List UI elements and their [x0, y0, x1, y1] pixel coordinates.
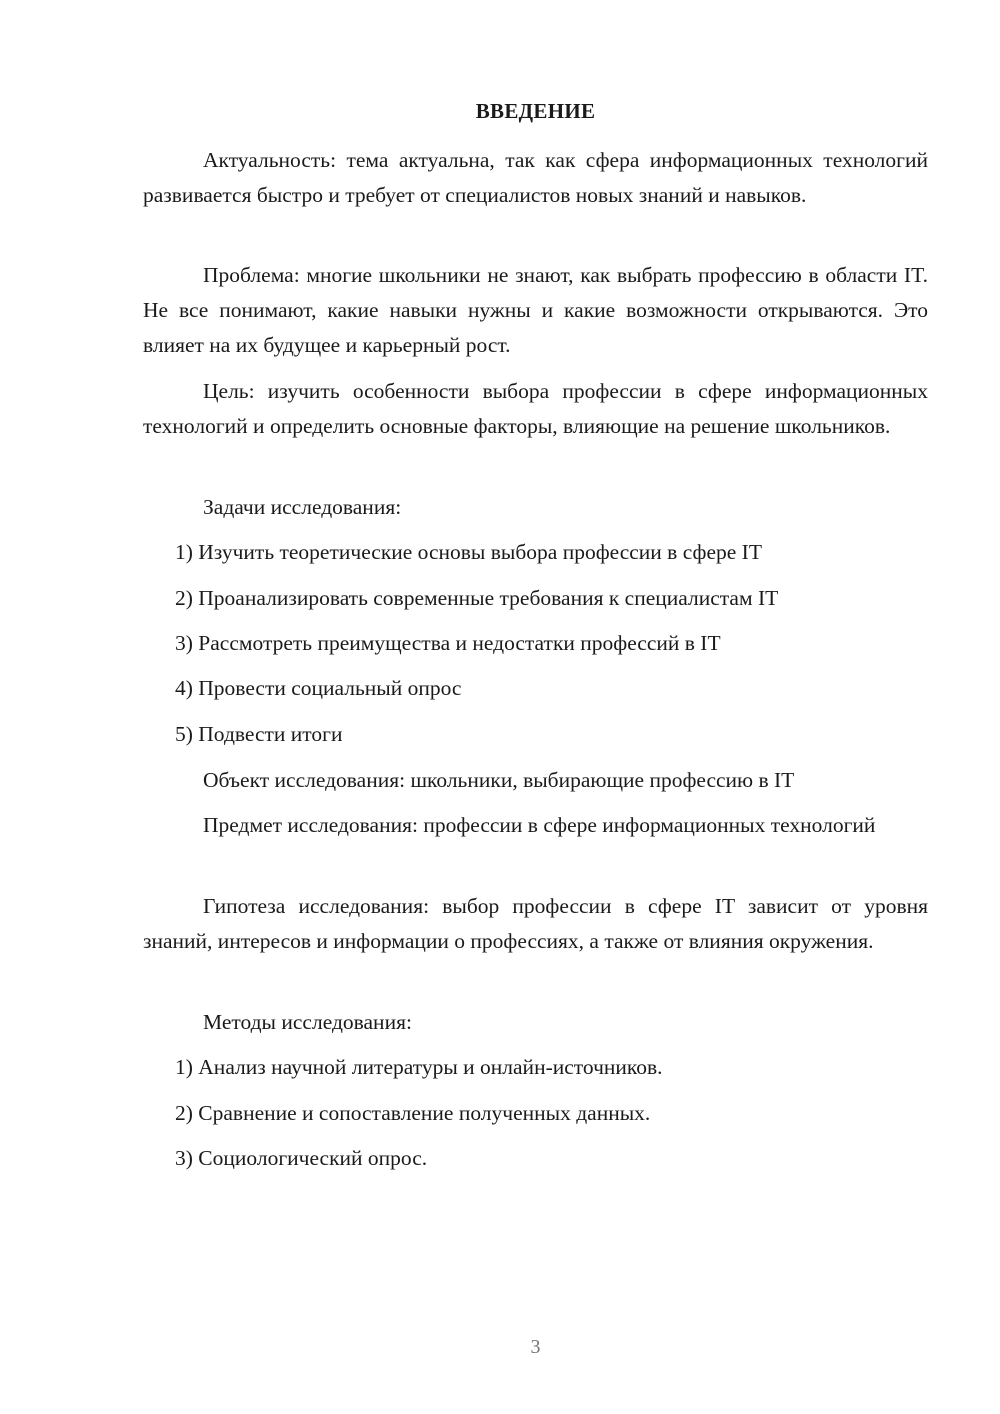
section-title: ВВЕДЕНИЕ: [475, 99, 596, 123]
task-item-2: 2) Проанализировать современные требования к специалистам IT: [175, 586, 779, 610]
tasks-heading: Задачи исследования:: [203, 495, 402, 519]
task-item-5: 5) Подвести итоги: [175, 722, 343, 746]
document-page: [143, 0, 928, 1414]
hypothesis-paragraph: Гипотеза исследования: выбор профессии в сфере IT зависит от уровня знаний, интересов и информации о профессиях, а также от влияния окружения.: [143, 894, 928, 953]
subject-paragraph: Предмет исследования: профессии в сфере информационных технологий: [203, 813, 876, 837]
problem-paragraph: Проблема: многие школьники не знают, как выбрать профессию в области IT. Не все понимают, какие навыки нужны и какие возможности открываются. Это влияет на их будущее и карьерный рост.: [143, 263, 928, 357]
task-item-3: 3) Рассмотреть преимущества и недостатки профессий в IT: [175, 631, 721, 655]
task-item-1: 1) Изучить теоретические основы выбора профессии в сфере IT: [175, 540, 762, 564]
object-paragraph: Объект исследования: школьники, выбирающие профессию в IT: [203, 768, 795, 792]
method-item-1: 1) Анализ научной литературы и онлайн-источников.: [175, 1055, 663, 1079]
method-item-2: 2) Сравнение и сопоставление полученных данных.: [175, 1101, 651, 1125]
methods-heading: Методы исследования:: [203, 1010, 412, 1034]
goal-paragraph: Цель: изучить особенности выбора профессии в сфере информационных технологий и определить основные факторы, влияющие на решение школьников.: [143, 379, 928, 438]
task-item-4: 4) Провести социальный опрос: [175, 676, 462, 700]
relevance-paragraph: Актуальность: тема актуальна, так как сфера информационных технологий развивается быстро и требует от специалистов новых знаний и навыков.: [143, 148, 928, 207]
method-item-3: 3) Социологический опрос.: [175, 1146, 428, 1170]
page-number: 3: [530, 1336, 541, 1358]
